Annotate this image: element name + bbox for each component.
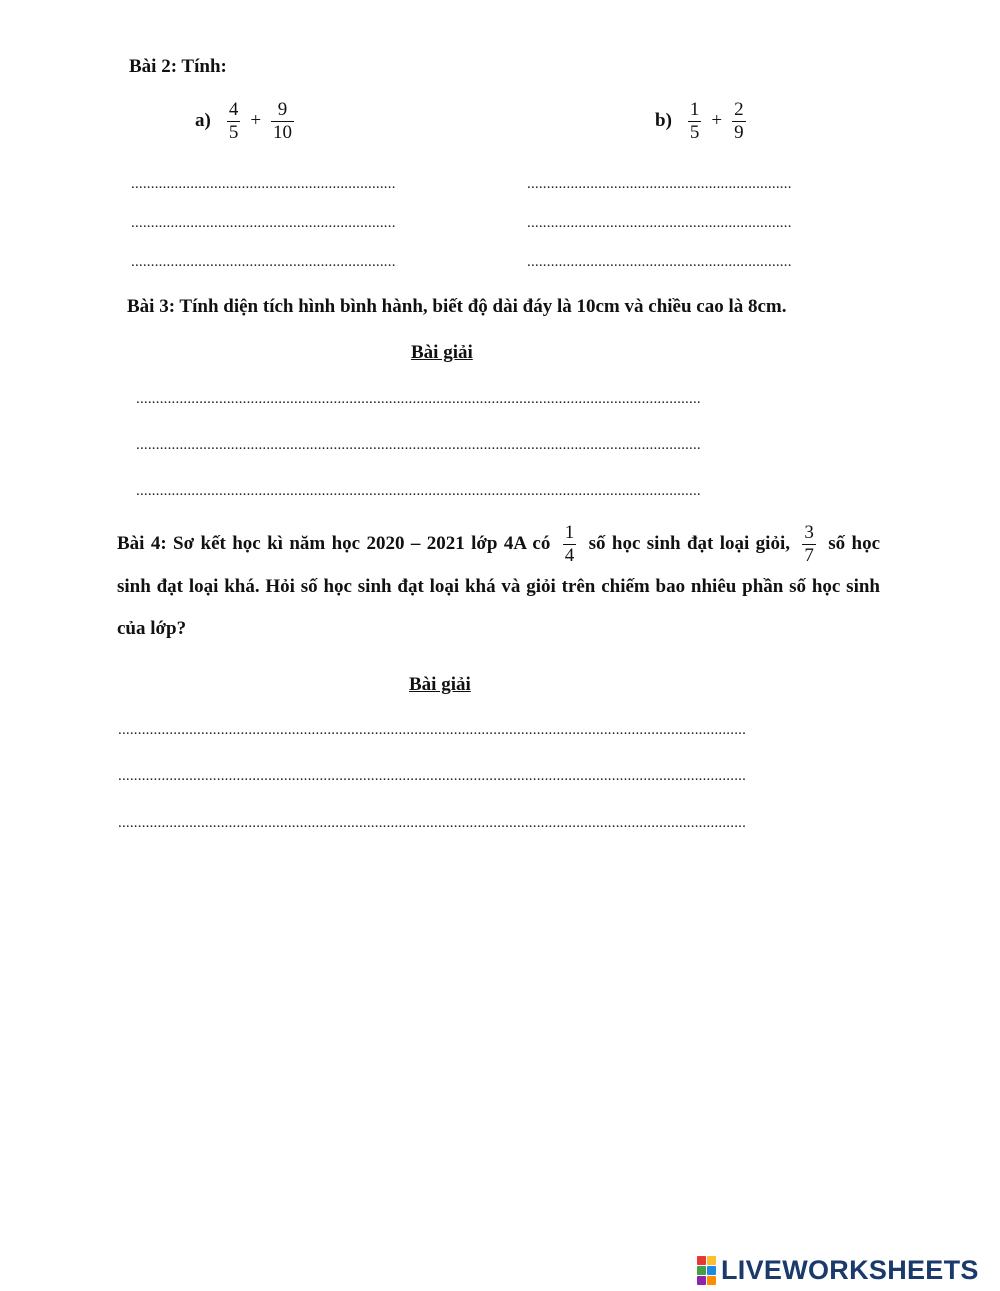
fraction-3-7: [802, 523, 816, 566]
exercise-2b-label: b): [655, 110, 672, 132]
denominator: 5: [228, 121, 239, 143]
numerator: 9: [277, 99, 288, 120]
logo-square: [707, 1256, 716, 1265]
plus-sign: +: [250, 110, 262, 132]
answer-line-3-2[interactable]: ...............................................................................................................................................: [136, 437, 701, 453]
exercise-2a-label: a): [195, 110, 211, 132]
exercise-4-text-1: Bài 4: Sơ kết học kì năm học 2020 – 2021 lớp 4A có: [117, 533, 551, 554]
logo-square: [707, 1276, 716, 1285]
exercise-4-text-2: số học sinh đạt loại giỏi,: [588, 533, 790, 554]
exercise-2-title: Bài 2: Tính:: [129, 56, 227, 77]
fraction-9-10: [271, 100, 294, 143]
fraction-1-4: [563, 523, 577, 566]
liveworksheets-logo: [697, 1253, 979, 1287]
denominator: 4: [564, 545, 575, 567]
answer-line-4-1[interactable]: ...............................................................................................................................................................: [118, 722, 747, 738]
numerator: 2: [734, 99, 744, 120]
answer-line-3-1[interactable]: ...............................................................................................................................................: [136, 391, 701, 407]
answer-line-4-3[interactable]: ...............................................................................................................................................................: [118, 815, 747, 831]
answer-line-2a-1[interactable]: ...................................................................: [131, 176, 396, 192]
answer-line-4-2[interactable]: ...............................................................................................................................................................: [118, 768, 747, 784]
numerator: 3: [804, 522, 814, 544]
answer-line-2b-2[interactable]: ...................................................................: [527, 215, 792, 231]
answer-line-2a-2[interactable]: ...................................................................: [131, 215, 396, 231]
exercise-3-solution-heading: Bài giải: [411, 342, 473, 363]
fraction-4-5: [227, 100, 241, 143]
answer-line-2b-1[interactable]: ...................................................................: [527, 176, 792, 192]
logo-square: [697, 1256, 706, 1265]
answer-line-2a-3[interactable]: ...................................................................: [131, 254, 396, 270]
denominator: 5: [689, 121, 700, 143]
answer-line-3-3[interactable]: ...............................................................................................................................................: [136, 483, 701, 499]
numerator: 1: [689, 99, 700, 120]
logo-square: [697, 1276, 706, 1285]
numerator: 4: [228, 99, 239, 120]
denominator: 10: [273, 121, 293, 143]
denominator: 9: [734, 121, 744, 143]
logo-text: LIVEWORKSHEETS: [721, 1254, 979, 1285]
exercise-4-text-3: số học sinh đạt loại khá. Hỏi số học sinh đạt loại khá và giỏi trên chiếm bao nhiêu phần số học sinh của lớp?: [117, 533, 881, 640]
denominator: 7: [804, 545, 814, 567]
exercise-4-problem: [117, 523, 880, 650]
logo-squares-icon: [697, 1256, 716, 1285]
exercise-4-solution-heading: Bài giải: [409, 674, 471, 695]
exercise-2a-expression: [195, 100, 294, 143]
fraction-2-9: [732, 100, 746, 143]
exercise-3-title: Bài 3: Tính diện tích hình bình hành, biết độ dài đáy là 10cm và chiều cao là 8cm.: [127, 296, 787, 317]
exercise-2b-expression: [655, 100, 746, 143]
plus-sign: +: [711, 110, 723, 132]
fraction-1-5: [688, 100, 702, 143]
logo-square: [707, 1266, 716, 1275]
numerator: 1: [564, 522, 575, 544]
logo-square: [697, 1266, 706, 1275]
answer-line-2b-3[interactable]: ...................................................................: [527, 254, 792, 270]
